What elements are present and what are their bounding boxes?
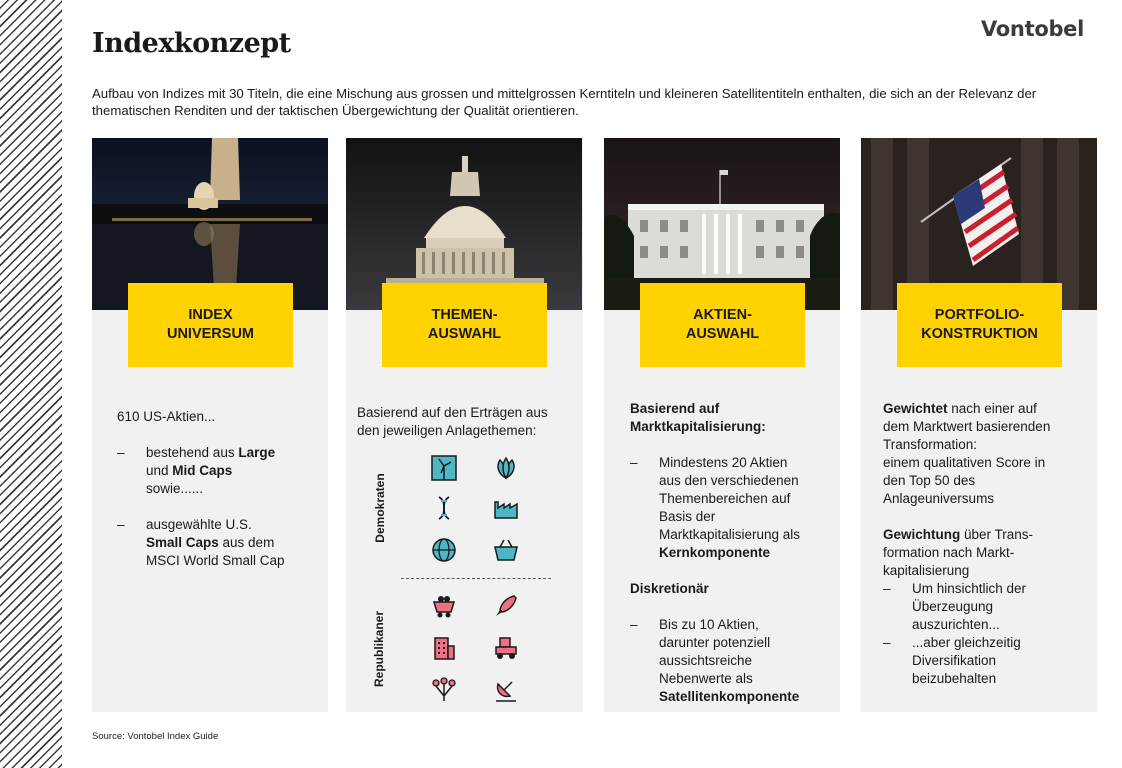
text: über Trans-: [960, 527, 1034, 542]
dna-icon: [430, 494, 458, 522]
bold-text: Small Caps: [146, 535, 219, 550]
dash: –: [630, 617, 638, 632]
text: darunter potenziell: [659, 635, 771, 650]
basket-icon: [492, 536, 520, 564]
text: dem Marktwert basierenden: [883, 419, 1051, 434]
vontobel-logo: Vontobel: [981, 17, 1085, 41]
card-body: [357, 404, 577, 440]
heading-line2: KONSTRUKTION: [921, 326, 1038, 342]
globe-icon: [430, 536, 458, 564]
heading-themen-auswahl: [382, 283, 547, 367]
lead-text: 610 US-Aktien...: [117, 409, 216, 424]
text: Bis zu 10 Aktien,: [659, 617, 759, 632]
list-item: [117, 516, 322, 570]
text: ausgewählte U.S.: [146, 517, 252, 532]
text: aus den verschiedenen: [659, 473, 799, 488]
text: Nebenwerte als: [659, 671, 753, 686]
group-label-republikaner: Republikaner: [372, 610, 386, 688]
heading-index-universum: [128, 283, 293, 367]
subheading: Basierend auf: [630, 401, 720, 416]
card-themen-auswahl: [346, 138, 583, 712]
rocket-icon: [492, 592, 520, 620]
text: MSCI World Small Cap: [146, 553, 285, 568]
dash: –: [883, 581, 891, 596]
text: Basis der: [659, 509, 716, 524]
intro-text: Aufbau von Indizes mit 30 Titeln, die eine Mischung aus grossen und mittelgrossen Kerntiteln und kleineren Satellitentiteln enthalten, die sich an der Relevanz der thematischen Renditen und der taktischen Übergewichtung der Qualität orientieren.: [92, 86, 1037, 118]
separator-line: [401, 578, 551, 579]
bold-text: Kernkomponente: [659, 545, 771, 560]
card-aktien-auswahl: [604, 138, 840, 712]
card-portfolio-konstruktion: [861, 138, 1097, 712]
bold-text: Gewichtet: [883, 401, 948, 416]
heading-line1: PORTFOLIO-: [934, 307, 1025, 323]
list-item: [630, 454, 835, 562]
text: den Top 50 des: [883, 473, 976, 488]
heading-portfolio-konstruktion: [897, 283, 1062, 367]
text: und: [146, 463, 173, 478]
heading-line1: AKTIEN-: [693, 307, 752, 323]
page-title: Indexkonzept: [92, 28, 291, 59]
text: Um hinsichtlich der: [912, 581, 1027, 596]
building-icon: [430, 634, 458, 662]
text: bestehend aus: [146, 445, 239, 460]
text: aussichtsreiche: [659, 653, 753, 668]
text: Themenbereichen auf: [659, 491, 791, 506]
list-item: [883, 580, 1093, 634]
text: Diversifikation: [912, 653, 997, 668]
heading-line2: AUSWAHL: [427, 326, 502, 342]
card-body: [630, 400, 835, 706]
mine-cart-icon: [430, 592, 458, 620]
text: einem qualitativen Score in: [883, 455, 1046, 470]
subheading: Diskretionär: [630, 581, 709, 596]
heading-line2: AUSWAHL: [685, 326, 760, 342]
wind-turbine-icon: [430, 454, 458, 482]
factory-icon: [492, 494, 520, 522]
card-body: [117, 408, 322, 570]
list-item: [630, 616, 835, 706]
bold-text: Mid Caps: [172, 463, 233, 478]
text: Mindestens 20 Aktien: [659, 455, 788, 470]
dash: –: [117, 517, 125, 532]
card-index-universum: [92, 138, 328, 712]
text: ...aber gleichzeitig: [912, 635, 1021, 650]
lead-text: den jeweiligen Anlagethemen:: [357, 423, 537, 438]
text: aus dem: [218, 535, 275, 550]
dash: –: [630, 455, 638, 470]
text: Marktkapitalisierung als: [659, 527, 801, 542]
hatch-pattern: [0, 0, 62, 768]
lead-text: Basierend auf den Erträgen aus: [357, 405, 548, 420]
text: auszurichten...: [912, 617, 1000, 632]
source-note: Source: Vontobel Index Guide: [92, 731, 219, 742]
satellite-dish-icon: [492, 676, 520, 704]
bold-text: Large: [238, 445, 276, 460]
tractor-icon: [492, 634, 520, 662]
heading-line2: UNIVERSUM: [166, 326, 254, 342]
text: Anlageuniversums: [883, 491, 995, 506]
card-body: [883, 400, 1093, 688]
heading-line1: INDEX: [188, 307, 233, 323]
text: formation nach Markt-: [883, 545, 1015, 560]
list-item: [117, 444, 322, 498]
text: sowie......: [146, 481, 204, 496]
group-label-demokraten: Demokraten: [373, 473, 387, 543]
leaf-icon: [492, 454, 520, 482]
list-item: [883, 634, 1093, 688]
heading-line1: THEMEN-: [431, 307, 498, 323]
text: nach einer auf: [947, 401, 1037, 416]
network-icon: [430, 676, 458, 704]
text: kapitalisierung: [883, 563, 970, 578]
text: Transformation:: [883, 437, 978, 452]
bold-text: Satellitenkomponente: [659, 689, 800, 704]
heading-aktien-auswahl: [640, 283, 805, 367]
subheading: Marktkapitalisierung:: [630, 419, 766, 434]
dash: –: [883, 635, 891, 650]
bold-text: Gewichtung: [883, 527, 961, 542]
text: Überzeugung: [912, 599, 994, 614]
text: beizubehalten: [912, 671, 997, 686]
dash: –: [117, 445, 125, 460]
